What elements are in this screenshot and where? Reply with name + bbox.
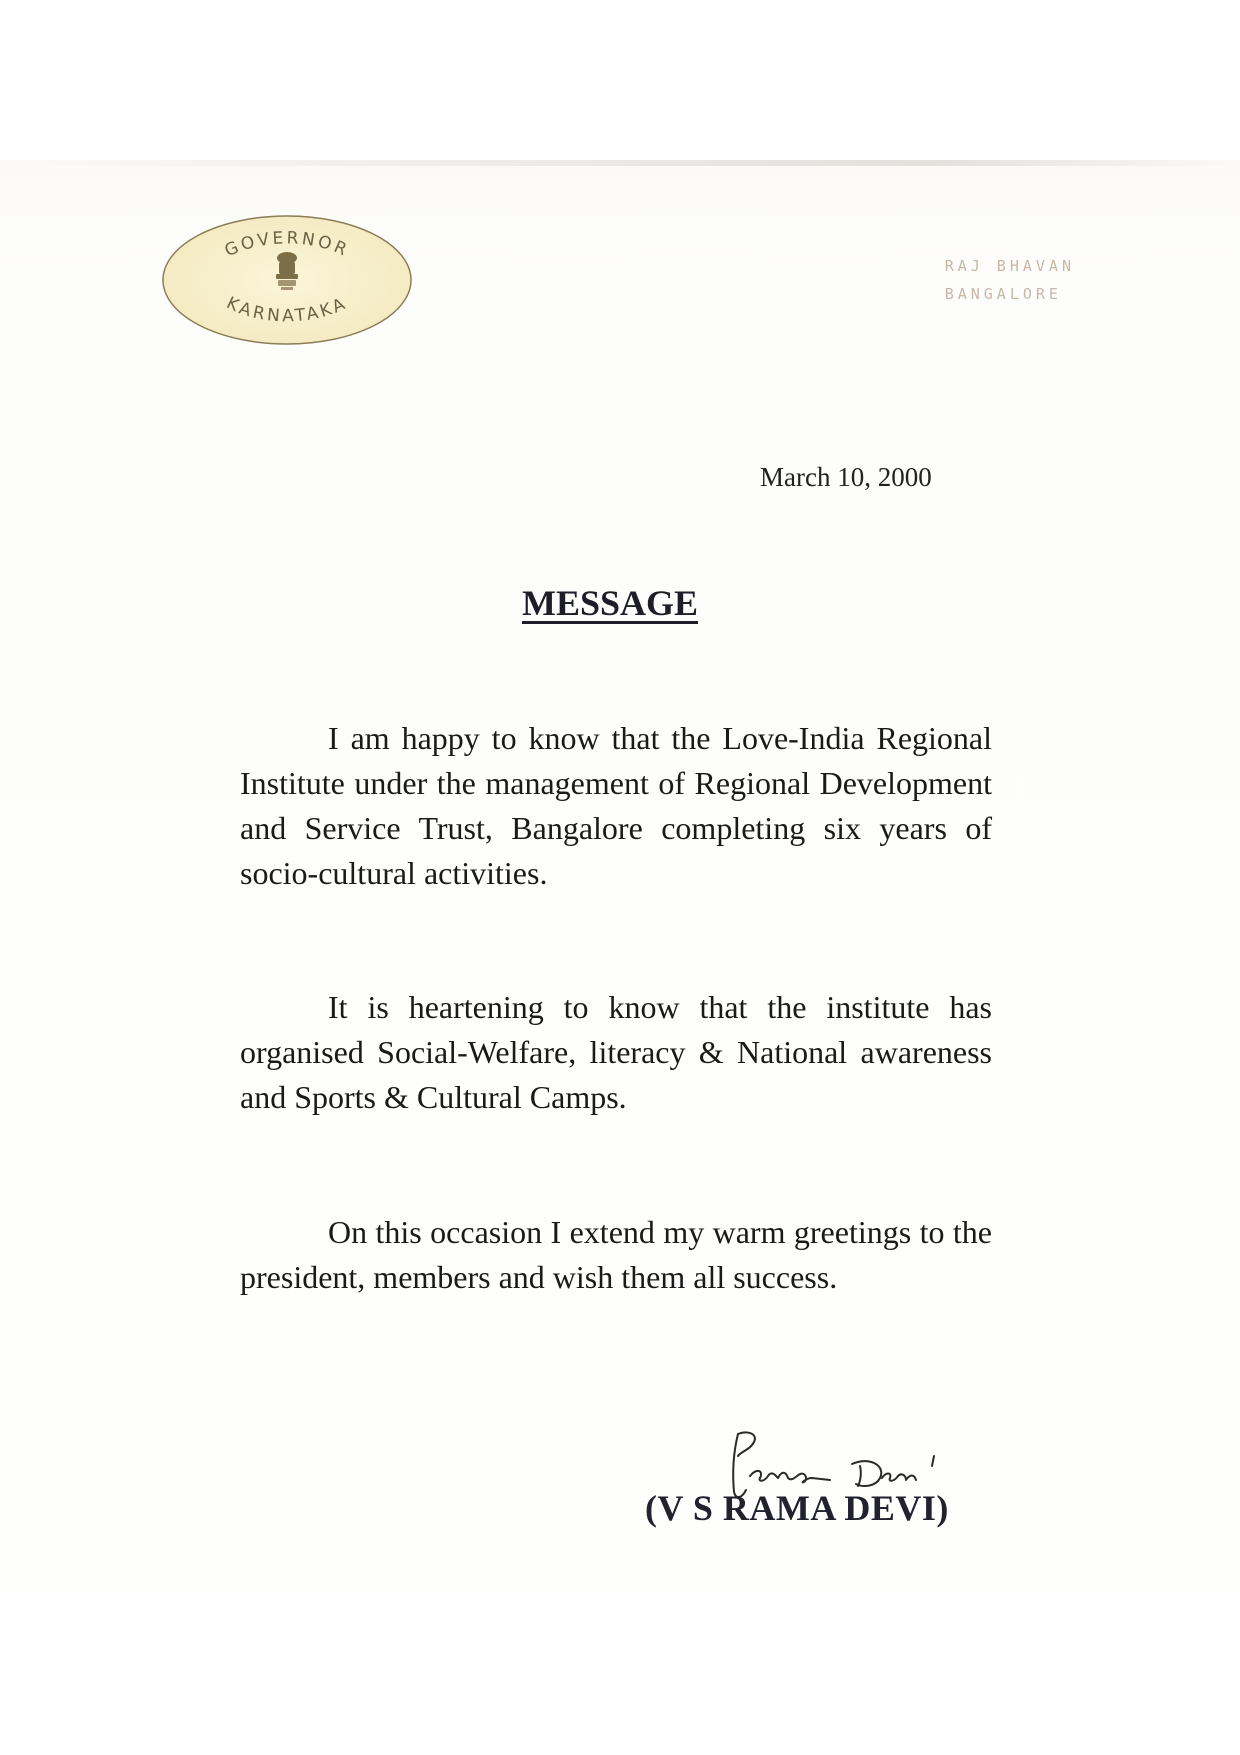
letterhead-line-2: BANGALORE bbox=[944, 285, 1062, 303]
message-heading: MESSAGE bbox=[522, 583, 699, 623]
seal-top-text: GOVERNOR bbox=[221, 228, 353, 262]
letterhead-address bbox=[945, 252, 1075, 308]
governor-seal bbox=[160, 212, 414, 348]
message-paragraph-2: It is heartening to know that the institute has organised Social-Welfare, literacy & National awareness and Sports & Cultural Camps. bbox=[240, 989, 992, 1115]
letter-date: March 10, 2000 bbox=[760, 462, 932, 492]
signatory-name: (V S RAMA DEVI) bbox=[645, 1488, 949, 1528]
seal-bottom-text: KARNATAKA bbox=[223, 293, 351, 327]
message-paragraph-1: I am happy to know that the Love-India Regional Institute under the management of Regional Development and Service Trust, Bangalore completing six years of socio-cultural activities. bbox=[240, 720, 992, 891]
national-emblem-icon bbox=[276, 252, 298, 290]
message-paragraph-3: On this occasion I extend my warm greetings to the president, members and wish them all success. bbox=[240, 1214, 992, 1295]
letterhead-line-1: RAJ BHAVAN bbox=[944, 257, 1075, 275]
sheet-top-edge bbox=[0, 160, 1240, 166]
